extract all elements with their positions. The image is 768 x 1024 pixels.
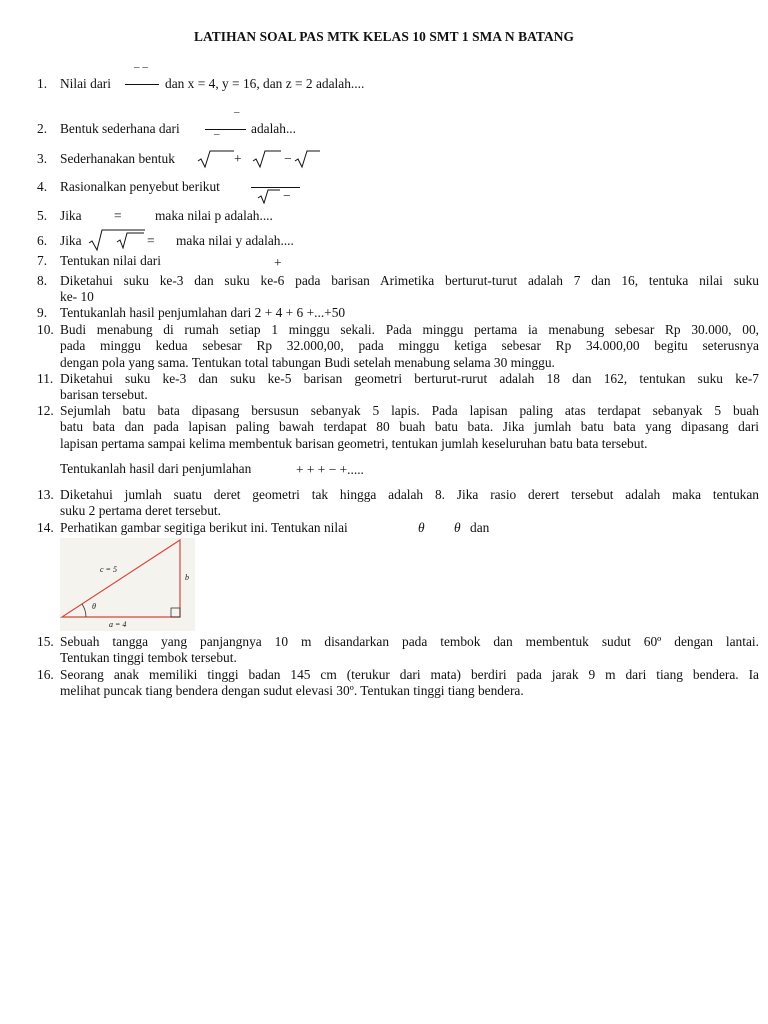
q15-text <box>60 634 759 667</box>
q3-plus: + <box>234 151 242 166</box>
q12-text <box>60 403 759 452</box>
q9-number: 9. <box>37 305 48 320</box>
q14-text: Perhatikan gambar segitiga berikut ini. Tentukan nilai <box>60 520 348 535</box>
q1-fraction-bar <box>125 84 159 85</box>
q11-line: Diketahui suku ke-3 dan suku ke-5 barisan geometri berturut-rurut adalah 18 dan 162, tentukan suku ke-7 <box>60 371 759 386</box>
q14-theta-2: θ <box>454 520 461 535</box>
q5-number: 5. <box>37 208 48 223</box>
q16-line: Seorang anak memiliki tinggi badan 145 cm (terukur dari mata) berdiri pada jarak 9 m dari tiang bendera. Ia <box>60 667 759 682</box>
q2-mark-top: ‒ <box>234 106 240 118</box>
q8-text <box>60 273 759 306</box>
q7-plus: + <box>274 255 282 270</box>
q12b-text: Tentukanlah hasil dari penjumlahan <box>60 461 252 476</box>
q12-number: 12. <box>37 403 54 418</box>
q3-minus: − <box>284 151 292 166</box>
q16-line: melihat puncak tiang bendera dengan sudut elevasi 30º. Tentukan tinggi tiang bendera. <box>60 683 524 699</box>
q16-text <box>60 667 759 700</box>
q6-equals: = <box>147 233 155 248</box>
q5-text-2: maka nilai p adalah.... <box>155 208 273 223</box>
q1-number: 1. <box>37 76 48 91</box>
q8-line: ke- 10 <box>60 289 94 305</box>
q14-number: 14. <box>37 520 54 535</box>
q11-line: barisan tersebut. <box>60 387 148 403</box>
q6-text-2: maka nilai y adalah.... <box>176 233 294 248</box>
q5-text: Jika <box>60 208 82 223</box>
label-hypotenuse: c = 5 <box>100 565 117 574</box>
q12-line: batu bata dan pada lapisan paling bawah terdapat 80 buah batu bata. Jika jumlah batu bata yang dipasang dari <box>60 419 759 435</box>
q6-text: Jika <box>60 233 82 248</box>
q11-text <box>60 371 759 404</box>
q1-text: Nilai dari <box>60 76 111 91</box>
q4-fraction-bar <box>251 187 300 188</box>
q1-text-2: dan x = 4, y = 16, dan z = 2 adalah.... <box>165 76 365 91</box>
q10-number: 10. <box>37 322 54 337</box>
label-opposite: b <box>185 573 189 582</box>
q10-line: pada minggu kedua sebesar Rp 32.000,00, pada minggu ketiga sebesar Rp 34.000,00 begitu seterusnya <box>60 338 759 354</box>
q10-line: dengan pola yang sama. Tentukan total tabungan Budi setelah menabung selama 30 minggu. <box>60 354 555 370</box>
q13-line: Diketahui jumlah suatu deret geometri tak hingga adalah 8. Jika rasio derert tersebut adalah maka tentukan <box>60 487 759 502</box>
q10-text <box>60 322 759 371</box>
q11-number: 11. <box>37 371 54 386</box>
q7-number: 7. <box>37 253 48 268</box>
q15-number: 15. <box>37 634 54 649</box>
angle-arc <box>82 604 86 617</box>
q2-text: Bentuk sederhana dari <box>60 121 180 136</box>
q14-dan: dan <box>470 520 490 535</box>
q8-line: Diketahui suku ke-3 dan suku ke-6 pada barisan Arimetika berturut-turut adalah 7 dan 16, tentuka nilai suku <box>60 273 759 288</box>
label-angle: θ <box>92 602 96 611</box>
q3-number: 3. <box>37 151 48 166</box>
q15-line: Sebuah tangga yang panjangnya 10 m disandarkan pada tembok dan membentuk sudut 60º dengan lantai. <box>60 634 759 649</box>
q4-number: 4. <box>37 179 48 194</box>
q10-line: Budi menabung di rumah setiap 1 minggu sekali. Pada minggu pertama ia menabung sebesar Rp 30.000, 00, <box>60 322 759 337</box>
q12b-series: + + + − +..... <box>296 462 364 477</box>
q16-number: 16. <box>37 667 54 682</box>
q2-text-2: adalah... <box>251 121 296 136</box>
triangle-figure <box>60 538 195 631</box>
q14-theta-1: θ <box>418 520 425 535</box>
q2-mark-bottom: ‒ <box>214 128 220 140</box>
triangle-outline <box>62 540 180 617</box>
page-title: LATIHAN SOAL PAS MTK KELAS 10 SMT 1 SMA N BATANG <box>193 29 575 44</box>
q9-text: Tentukanlah hasil penjumlahan dari 2 + 4 + 6 +...+50 <box>60 305 346 320</box>
q13-number: 13. <box>37 487 54 502</box>
q6-number: 6. <box>37 233 48 248</box>
q4-text: Rasionalkan penyebut berikut <box>60 179 220 194</box>
label-adjacent: a = 4 <box>109 620 127 629</box>
q3-text: Sederhanakan bentuk <box>60 151 175 166</box>
q1-exponent-marks: ‒ ‒ <box>134 61 148 73</box>
q4-minus: − <box>283 188 291 203</box>
q12-line: lapisan pertama sampai kelima membentuk barisan geometri, tentukan jumlah keseluruhan batu bata tersebut. <box>60 435 648 451</box>
q2-fraction-bar <box>205 129 246 130</box>
right-angle-marker <box>171 608 180 617</box>
q8-number: 8. <box>37 273 48 288</box>
q5-equals: = <box>114 208 122 223</box>
q12-line: Sejumlah batu bata dipasang bersusun sebanyak 5 lapis. Pada lapisan paling atas terdapat sebanyak 5 buah <box>60 403 759 418</box>
q15-line: Tentukan tinggi tembok tersebut. <box>60 650 237 666</box>
q2-number: 2. <box>37 121 48 136</box>
q13-text <box>60 487 759 520</box>
q13-line: suku 2 pertama deret tersebut. <box>60 503 222 519</box>
q7-text: Tentukan nilai dari <box>60 253 161 268</box>
